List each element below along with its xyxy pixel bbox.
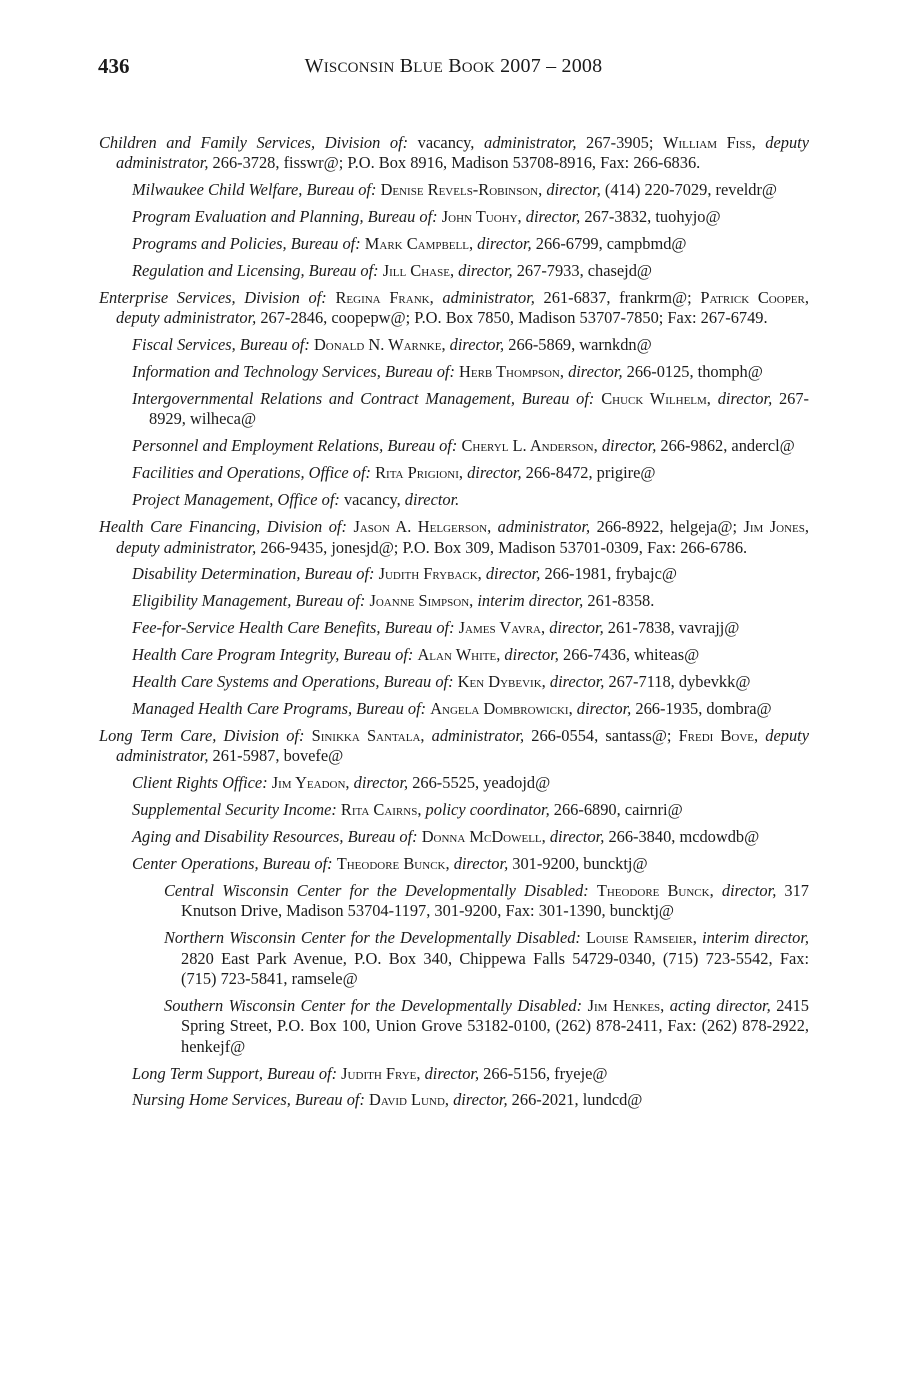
job-title: deputy administrator, <box>116 308 257 328</box>
contact-text: 267-3905; <box>576 133 664 152</box>
contact-text <box>589 881 597 900</box>
center-entry <box>99 928 809 989</box>
job-title: director, <box>576 698 632 718</box>
contact-text: 266-6799, campbmd@ <box>531 234 687 254</box>
unit-name: Program Evaluation and Planning, Bureau of: <box>132 207 438 227</box>
job-title: acting director, <box>669 995 771 1015</box>
job-title: policy coordinator, <box>425 800 550 820</box>
job-title: director, <box>424 1063 480 1083</box>
unit-name: Facilities and Operations, Office of: <box>132 463 371 483</box>
contact-text <box>425 726 432 745</box>
contact-text: 266-1935, dombra@ <box>631 698 772 718</box>
unit-name: Disability Determination, Bureau of: <box>132 564 375 584</box>
unit-name: Client Rights Office: <box>132 773 268 793</box>
person-name: Fredi Bove, <box>678 725 759 745</box>
contact-text <box>756 133 766 152</box>
contact-text: 267-2846, coopepw@; P.O. Box 7850, Madison 53707-7850; Fax: 267-6749. <box>256 308 768 328</box>
contact-text: 267-7933, chasejd@ <box>512 261 653 281</box>
unit-name: Personnel and Employment Relations, Bureau of: <box>132 436 458 456</box>
unit-name: Eligibility Management, Bureau of: <box>132 591 366 611</box>
division-entry <box>99 288 809 329</box>
job-title: director, <box>453 853 509 873</box>
job-title: administrator, <box>431 725 525 745</box>
bureau-entry <box>99 672 809 692</box>
job-title: director, <box>717 389 773 409</box>
person-name: Patrick Cooper, <box>700 287 809 307</box>
bureau-entry <box>99 207 809 227</box>
unit-name: Supplemental Security Income: <box>132 800 337 820</box>
contact-text: 266-3728, fisswr@; P.O. Box 8916, Madison 53708-8916, Fax: 266-6836. <box>208 153 701 173</box>
unit-name: Fee-for-Service Health Care Benefits, Bureau of: <box>132 618 455 638</box>
bureau-entry <box>99 645 809 665</box>
job-title: director, <box>549 826 605 846</box>
unit-name: Regulation and Licensing, Bureau of: <box>132 261 379 281</box>
contact-text: 261-5987, bovefe@ <box>208 746 344 766</box>
person-name: Denise Revels-Robinson, <box>380 180 543 200</box>
unit-name: Health Care Financing, Division of: <box>99 517 347 537</box>
unit-name: Project Management, Office of: <box>132 490 340 510</box>
contact-text: 266-0554, santass@; <box>524 725 679 745</box>
contact-text: 2820 East Park Avenue, P.O. Box 340, Chippewa Falls 54729-0340, (715) 723-5542, Fax: (715) 723-5841, ramsele@ <box>181 948 809 988</box>
person-name: Cheryl L. Anderson, <box>461 436 598 456</box>
person-name: Theodore Bunck, <box>336 853 450 873</box>
person-name: Herb Thompson, <box>459 362 564 382</box>
unit-name: Northern Wisconsin Center for the Developmentally Disabled: <box>164 928 581 948</box>
contact-text: 266-9862, andercl@ <box>656 436 795 456</box>
contact-text: 261-7838, vavrajj@ <box>603 618 740 638</box>
contact-text: 266-5156, fryeje@ <box>479 1063 608 1083</box>
contact-text: 267-8929, wilheca@ <box>149 389 809 429</box>
bureau-entry <box>99 854 809 874</box>
contact-text: 266-8922, helgeja@; <box>590 517 744 537</box>
job-title: director, <box>453 1090 508 1110</box>
person-name: Chuck Wilhelm, <box>601 389 711 409</box>
bureau-entry <box>99 773 809 793</box>
contact-text: 301-9200, buncktj@ <box>508 853 648 873</box>
bureau-entry <box>99 362 809 382</box>
job-title: director, <box>467 463 522 483</box>
division-entry <box>99 726 809 767</box>
contact-text: 266-6890, cairnri@ <box>549 800 683 820</box>
contact-text: 266-7436, whiteas@ <box>558 645 700 665</box>
unit-name: Intergovernmental Relations and Contract Management, Bureau of: <box>132 389 595 409</box>
person-name: Judith Fryback, <box>378 564 482 584</box>
division-entry <box>99 517 809 558</box>
person-name: William Fiss, <box>663 133 756 152</box>
bureau-entry <box>99 1064 809 1084</box>
person-name: Rita Cairns, <box>340 800 422 820</box>
job-title: interim director, <box>702 928 809 948</box>
bureau-entry <box>99 436 809 456</box>
bureau-entry <box>99 389 809 430</box>
bureau-entry <box>99 1090 809 1110</box>
unit-name: Information and Technology Services, Bureau of: <box>132 362 455 382</box>
unit-name: Health Care Systems and Operations, Bureau of: <box>132 672 454 692</box>
job-title: administrator, <box>497 517 591 537</box>
unit-name: Milwaukee Child Welfare, Bureau of: <box>132 180 377 200</box>
person-name: Jill Chase, <box>382 261 455 281</box>
job-title: director, <box>504 645 559 665</box>
center-entry <box>99 996 809 1057</box>
unit-name: Fiscal Services, Bureau of: <box>132 335 310 355</box>
person-name: Jason A. Helgerson, <box>353 517 492 537</box>
person-name: Jim Henkes, <box>587 995 665 1015</box>
job-title: director. <box>404 490 460 510</box>
person-name: Sinikka Santala, <box>311 725 425 745</box>
center-entry <box>99 881 809 922</box>
bureau-entry <box>99 827 809 847</box>
person-name: Rita Prigioni, <box>375 463 463 483</box>
unit-name: Children and Family Services, Division of: <box>99 133 409 152</box>
bureau-entry <box>99 618 809 638</box>
unit-name: Long Term Care, Division of: <box>99 725 305 745</box>
unit-name: Long Term Support, Bureau of: <box>132 1063 338 1083</box>
unit-name: Center Operations, Bureau of: <box>132 853 333 873</box>
bureau-entry <box>99 180 809 200</box>
bureau-entry <box>99 699 809 719</box>
unit-name: Health Care Program Integrity, Bureau of: <box>132 645 414 665</box>
contact-text <box>711 389 718 408</box>
person-name: Jim Jones, <box>743 517 809 537</box>
job-title: director, <box>568 362 623 382</box>
contact-text: 267-7118, dybevkk@ <box>604 672 751 692</box>
page-number: 436 <box>98 54 130 78</box>
person-name: Jim Yeadon, <box>271 773 350 793</box>
person-name: Donald N. Warnke, <box>313 335 446 355</box>
contact-text: 266-9435, jonesjd@; P.O. Box 309, Madison 53701-0309, Fax: 266-6786. <box>256 537 748 557</box>
job-title: director, <box>721 880 777 900</box>
contact-text: 266-8472, prigire@ <box>521 463 656 483</box>
job-title: director, <box>477 234 532 254</box>
person-name: Regina Frank, <box>335 287 434 307</box>
job-title: director, <box>549 672 605 692</box>
job-title: deputy administrator, <box>116 133 809 173</box>
contact-text: 267-3832, tuohyjo@ <box>580 207 721 227</box>
job-title: director, <box>549 618 604 638</box>
bureau-entry <box>99 234 809 254</box>
directory-listing <box>99 133 809 1117</box>
person-name: James Vavra, <box>458 618 546 638</box>
person-name: Alan White, <box>417 645 501 665</box>
division-entry <box>99 133 809 174</box>
unit-name: Enterprise Services, Division of: <box>99 287 327 307</box>
bureau-entry <box>99 335 809 355</box>
contact-text: 266-2021, lundcd@ <box>507 1090 643 1110</box>
person-name: Theodore Bunck, <box>596 880 714 900</box>
contact-text: vacancy, <box>408 133 484 152</box>
unit-name: Programs and Policies, Bureau of: <box>132 234 361 254</box>
person-name: Louise Ramseier, <box>586 928 697 948</box>
job-title: director, <box>485 564 541 584</box>
contact-text: 261-6837, frankrm@; <box>534 287 701 307</box>
job-title: deputy administrator, <box>116 725 809 766</box>
contact-text <box>304 726 311 745</box>
person-name: Mark Campbell, <box>364 234 474 254</box>
person-name: Ken Dybevik, <box>457 672 546 692</box>
contact-text: 2415 Spring Street, P.O. Box 100, Union Grove 53182-0100, (262) 878-2411, Fax: (262) 878-2922, henkejf@ <box>181 995 809 1056</box>
job-title: administrator, <box>442 287 535 307</box>
job-title: director, <box>525 207 581 227</box>
contact-text: 317 Knutson Drive, Madison 53704-1197, 301-9200, Fax: 301-1390, buncktj@ <box>181 880 809 921</box>
bureau-entry <box>99 261 809 281</box>
job-title: interim director, <box>477 591 584 611</box>
bureau-entry <box>99 800 809 820</box>
unit-name: Aging and Disability Resources, Bureau of: <box>132 826 418 846</box>
contact-text: 266-0125, thomph@ <box>622 362 763 382</box>
unit-name: Southern Wisconsin Center for the Developmentally Disabled: <box>164 995 583 1015</box>
contact-text: 266-5525, yeadojd@ <box>408 773 551 793</box>
bureau-entry <box>99 490 809 510</box>
job-title: director, <box>449 335 505 355</box>
unit-name: Managed Health Care Programs, Bureau of: <box>132 698 427 718</box>
job-title: director, <box>353 773 409 793</box>
unit-name: Nursing Home Services, Bureau of: <box>132 1090 365 1110</box>
job-title: director, <box>458 261 513 281</box>
job-title: director, <box>601 436 657 456</box>
unit-name: Central Wisconsin Center for the Developmentally Disabled: <box>164 880 589 900</box>
contact-text: 261-8358. <box>583 591 655 611</box>
person-name: Joanne Simpson, <box>369 591 474 611</box>
person-name: John Tuohy, <box>441 207 522 227</box>
bureau-entry <box>99 591 809 611</box>
contact-text: vacancy, <box>339 490 405 510</box>
contact-text: 266-1981, frybajc@ <box>540 564 677 584</box>
job-title: director, <box>546 180 601 200</box>
contact-text: 266-3840, mcdowdb@ <box>604 826 760 846</box>
job-title: administrator, <box>484 133 577 152</box>
person-name: Donna McDowell, <box>421 826 546 846</box>
contact-text: 266-5869, warnkdn@ <box>504 335 652 355</box>
running-title: WISCONSIN BLUE BOOK 2007 – 2008 <box>304 55 603 77</box>
contact-text <box>714 881 722 900</box>
person-name: Angela Dombrowicki, <box>430 698 573 718</box>
bureau-entry <box>99 463 809 483</box>
contact-text: (414) 220-7029, reveldr@ <box>600 180 778 200</box>
person-name: David Lund, <box>369 1090 449 1110</box>
job-title: deputy administrator, <box>116 537 257 557</box>
bureau-entry <box>99 564 809 584</box>
person-name: Judith Frye, <box>341 1063 421 1083</box>
